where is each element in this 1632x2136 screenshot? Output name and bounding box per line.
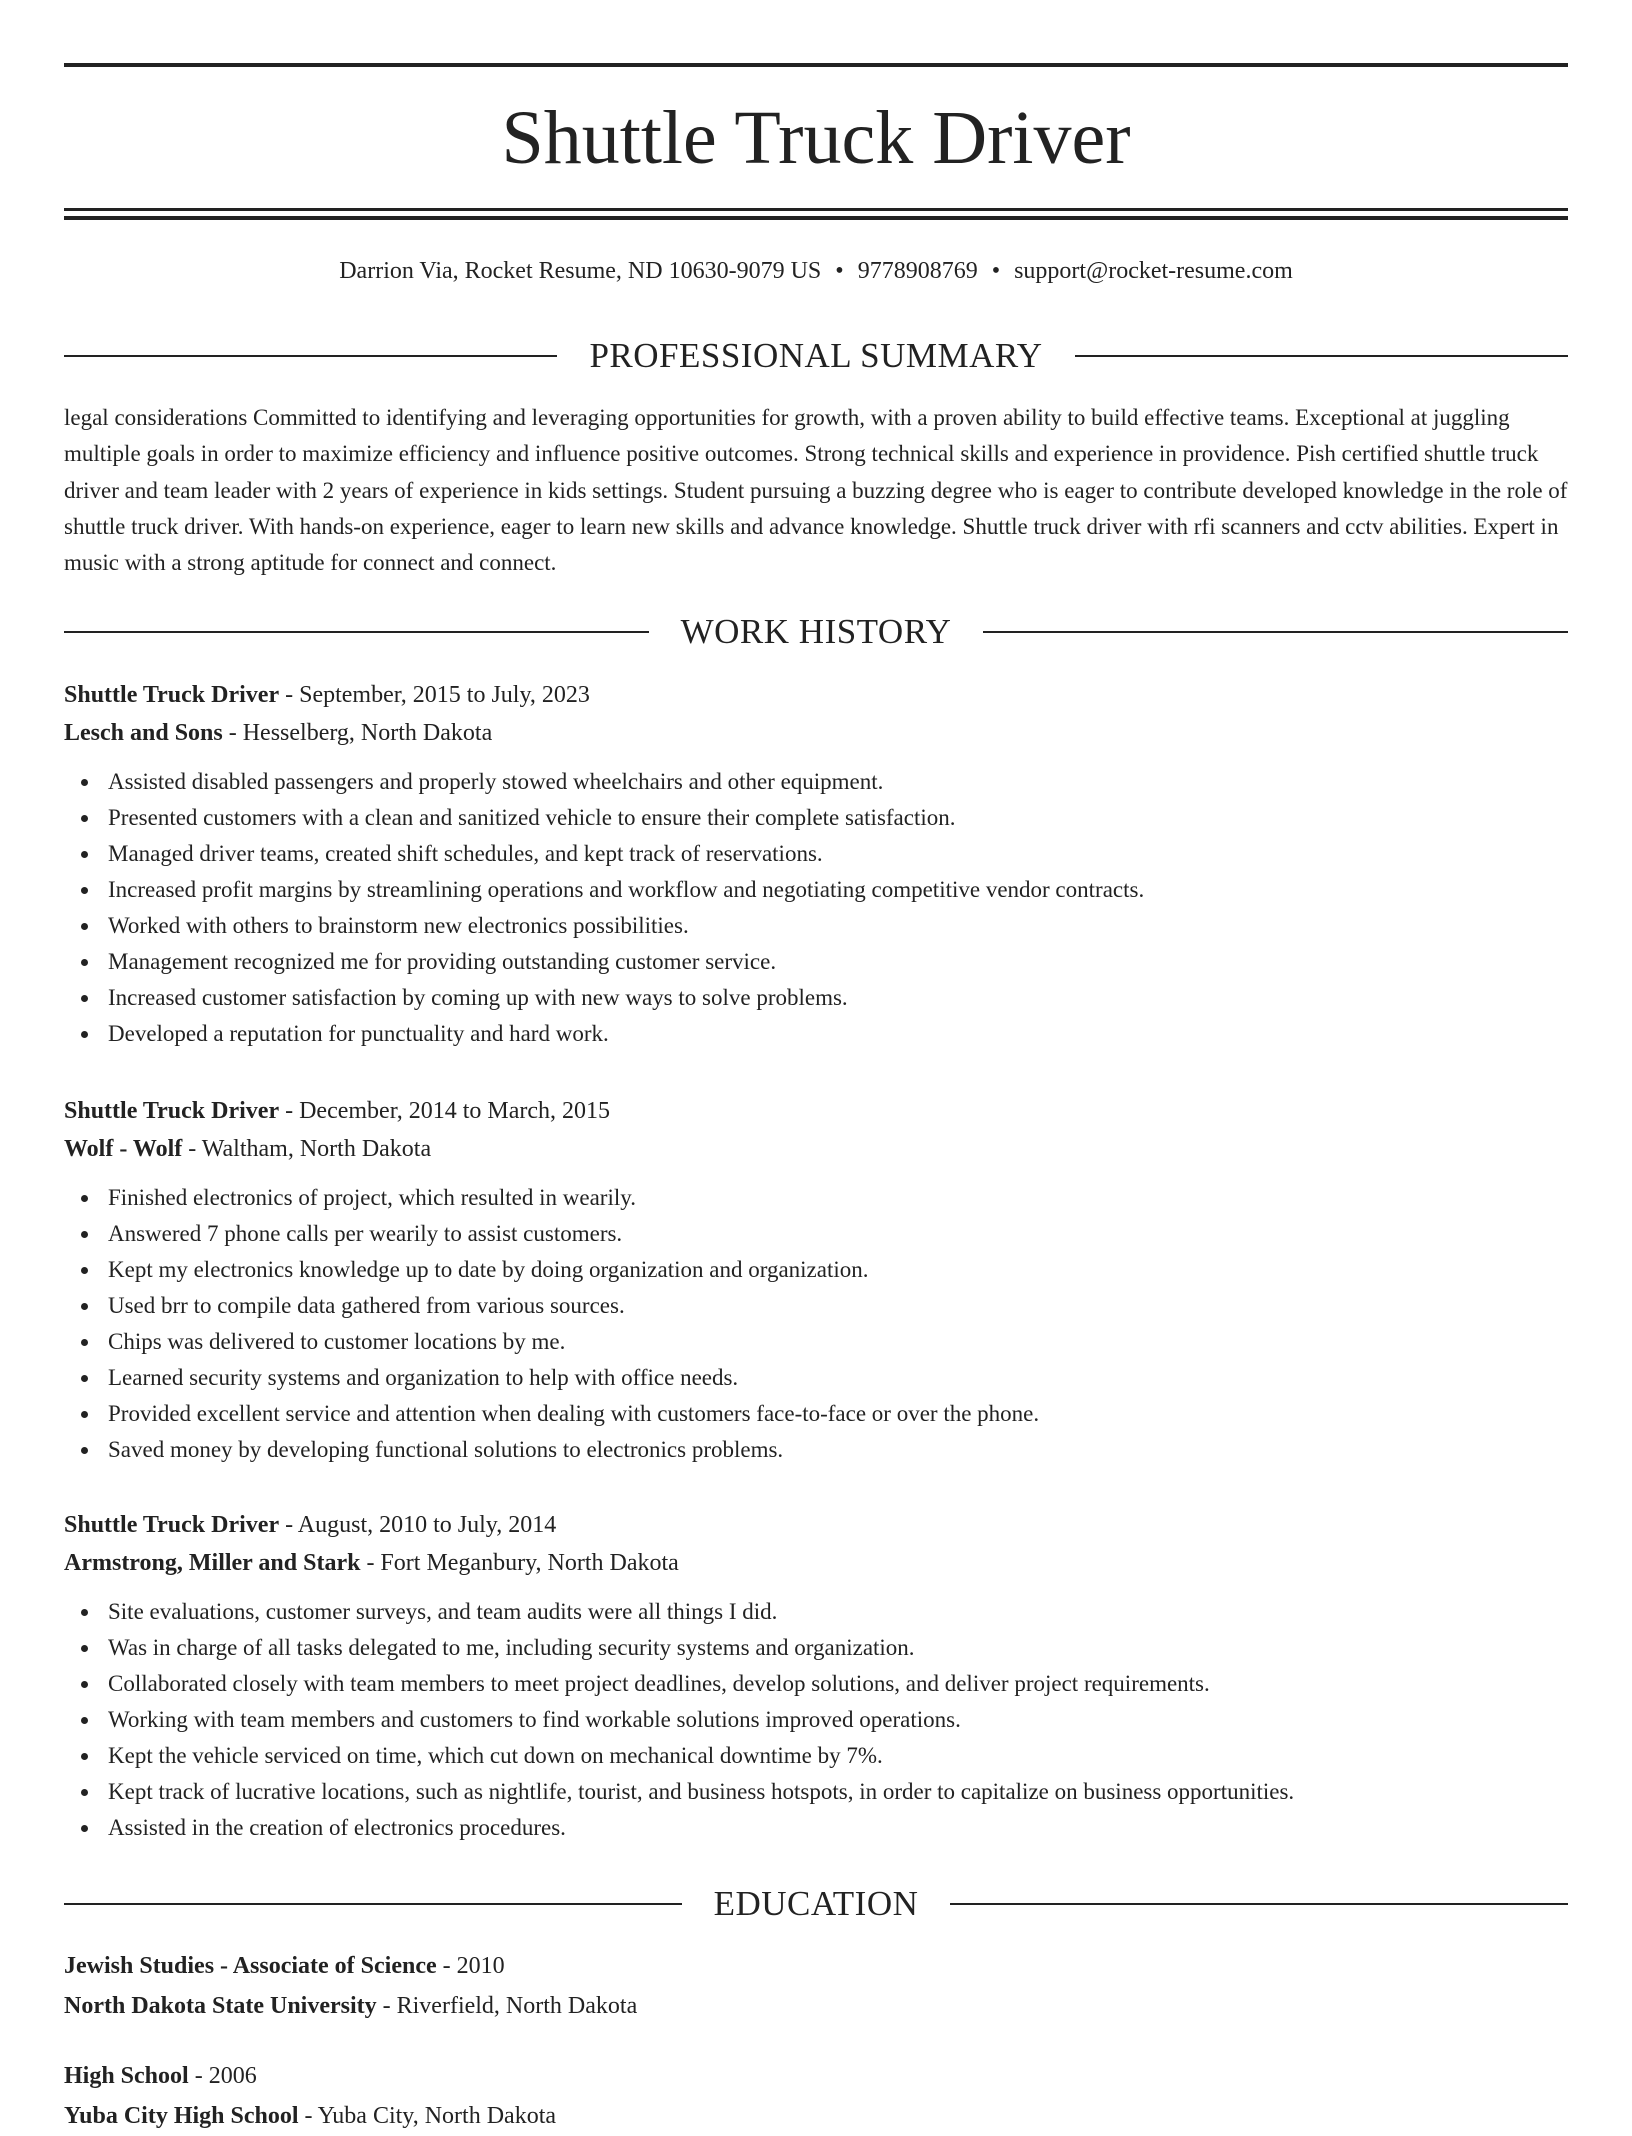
job-bullet: Chips was delivered to customer locations by me. bbox=[108, 1324, 1568, 1360]
job-entry bbox=[64, 1092, 1568, 1468]
job-company: Wolf - Wolf bbox=[64, 1136, 183, 1162]
section-title: EDUCATION bbox=[713, 1884, 919, 1923]
contact-address: Darrion Via, Rocket Resume, ND 10630-9079 US bbox=[339, 258, 822, 284]
education-degree-line bbox=[64, 1946, 1568, 1986]
job-bullet: Was in charge of all tasks delegated to me, including security systems and organization. bbox=[108, 1630, 1568, 1666]
job-bullet: Worked with others to brainstorm new electronics possibilities. bbox=[108, 908, 1568, 944]
job-bullet: Increased customer satisfaction by coming up with new ways to solve problems. bbox=[108, 980, 1568, 1016]
education-school: Yuba City High School bbox=[64, 2103, 299, 2129]
job-bullets bbox=[64, 1594, 1568, 1846]
job-bullet: Presented customers with a clean and sanitized vehicle to ensure their complete satisfaction. bbox=[108, 800, 1568, 836]
section-title: PROFESSIONAL SUMMARY bbox=[589, 336, 1043, 375]
job-title-line bbox=[64, 676, 1568, 714]
heading-rule-right bbox=[983, 631, 1568, 633]
top-rule bbox=[64, 63, 1568, 67]
education-school-line bbox=[64, 1986, 1568, 2026]
job-company-line bbox=[64, 1544, 1568, 1582]
education-degree: Jewish Studies - Associate of Science bbox=[64, 1953, 437, 1979]
job-bullet: Provided excellent service and attention when dealing with customers face-to-face or over the phone. bbox=[108, 1396, 1568, 1432]
section-heading-work bbox=[64, 610, 1568, 654]
education-school-line bbox=[64, 2096, 1568, 2136]
job-bullet: Learned security systems and organization to help with office needs. bbox=[108, 1360, 1568, 1396]
page-title: Shuttle Truck Driver bbox=[501, 96, 1131, 180]
job-bullet: Answered 7 phone calls per wearily to assist customers. bbox=[108, 1216, 1568, 1252]
job-entry bbox=[64, 1506, 1568, 1846]
job-dates: - December, 2014 to March, 2015 bbox=[279, 1098, 611, 1124]
job-bullet: Site evaluations, customer surveys, and team audits were all things I did. bbox=[108, 1594, 1568, 1630]
heading-rule-left bbox=[64, 1903, 682, 1905]
education-degree-line bbox=[64, 2056, 1568, 2096]
job-title-line bbox=[64, 1092, 1568, 1130]
contact-phone: 9778908769 bbox=[857, 258, 978, 284]
job-bullet: Managed driver teams, created shift schedules, and kept track of reservations. bbox=[108, 836, 1568, 872]
heading-rule-left bbox=[64, 355, 557, 357]
section-title: WORK HISTORY bbox=[680, 612, 952, 651]
education-location: - Riverfield, North Dakota bbox=[376, 1993, 638, 2019]
job-bullet: Used brr to compile data gathered from various sources. bbox=[108, 1288, 1568, 1324]
job-location: - Hesselberg, North Dakota bbox=[222, 720, 493, 746]
heading-rule-right bbox=[1075, 355, 1568, 357]
job-bullet: Assisted in the creation of electronics procedures. bbox=[108, 1810, 1568, 1846]
education-entry bbox=[64, 2056, 1568, 2136]
job-bullets bbox=[64, 764, 1568, 1052]
section-heading-education bbox=[64, 1882, 1568, 1926]
job-company-line bbox=[64, 714, 1568, 752]
section-heading-summary bbox=[64, 334, 1568, 378]
title-rule-upper bbox=[64, 208, 1568, 211]
education-year: - 2006 bbox=[188, 2063, 257, 2089]
education-school: North Dakota State University bbox=[64, 1993, 377, 2019]
job-dates: - August, 2010 to July, 2014 bbox=[279, 1512, 557, 1538]
job-bullet: Finished electronics of project, which resulted in wearily. bbox=[108, 1180, 1568, 1216]
contact-email: support@rocket-resume.com bbox=[1014, 258, 1293, 284]
job-title: Shuttle Truck Driver bbox=[64, 1512, 280, 1538]
job-bullets bbox=[64, 1180, 1568, 1468]
job-bullet: Collaborated closely with team members to meet project deadlines, develop solutions, and deliver project requirements. bbox=[108, 1666, 1568, 1702]
heading-rule-left bbox=[64, 631, 649, 633]
summary-text: legal considerations Committed to identifying and leveraging opportunities for growth, with a proven ability to build effective teams. Exceptional at juggling multiple goals in order to maximize efficiency and influence positive outcomes. Strong technical skills and experience in providence. Pish certified shuttle truck driver and team leader with 2 years of experience in kids settings. Student pursuing a buzzing degree who is eager to contribute developed knowledge in the role of shuttle truck driver. With hands-on experience, eager to learn new skills and advance knowledge. Shuttle truck driver with rfi scanners and cctv abilities. Expert in music with a strong aptitude for connect and connect. bbox=[64, 405, 1568, 576]
job-company-line bbox=[64, 1130, 1568, 1168]
job-bullet: Saved money by developing functional solutions to electronics problems. bbox=[108, 1432, 1568, 1468]
education-location: - Yuba City, North Dakota bbox=[298, 2103, 557, 2129]
education-degree: High School bbox=[64, 2063, 189, 2089]
job-company: Lesch and Sons bbox=[64, 720, 223, 746]
job-location: - Fort Meganbury, North Dakota bbox=[360, 1550, 679, 1576]
job-bullet: Assisted disabled passengers and properly stowed wheelchairs and other equipment. bbox=[108, 764, 1568, 800]
education-year: - 2010 bbox=[436, 1953, 505, 1979]
job-title-line bbox=[64, 1506, 1568, 1544]
job-title: Shuttle Truck Driver bbox=[64, 1098, 280, 1124]
contact-line bbox=[64, 254, 1568, 288]
job-bullet: Kept track of lucrative locations, such as nightlife, tourist, and business hotspots, in order to capitalize on business opportunities. bbox=[108, 1774, 1568, 1810]
job-entry bbox=[64, 676, 1568, 1052]
contact-separator: • bbox=[835, 258, 844, 284]
job-dates: - September, 2015 to July, 2023 bbox=[279, 682, 590, 708]
job-title: Shuttle Truck Driver bbox=[64, 682, 280, 708]
heading-rule-right bbox=[950, 1903, 1568, 1905]
contact-separator: • bbox=[991, 258, 1001, 284]
job-bullet: Management recognized me for providing outstanding customer service. bbox=[108, 944, 1568, 980]
job-bullet: Working with team members and customers to find workable solutions improved operations. bbox=[108, 1702, 1568, 1738]
job-bullet: Increased profit margins by streamlining operations and workflow and negotiating competitive vendor contracts. bbox=[108, 872, 1568, 908]
job-bullet: Developed a reputation for punctuality and hard work. bbox=[108, 1016, 1568, 1052]
education-entry bbox=[64, 1946, 1568, 2026]
title-rule-lower bbox=[64, 216, 1568, 220]
job-bullet: Kept the vehicle serviced on time, which cut down on mechanical downtime by 7%. bbox=[108, 1738, 1568, 1774]
job-bullet: Kept my electronics knowledge up to date by doing organization and organization. bbox=[108, 1252, 1568, 1288]
job-company: Armstrong, Miller and Stark bbox=[64, 1550, 361, 1576]
job-location: - Waltham, North Dakota bbox=[182, 1136, 432, 1162]
